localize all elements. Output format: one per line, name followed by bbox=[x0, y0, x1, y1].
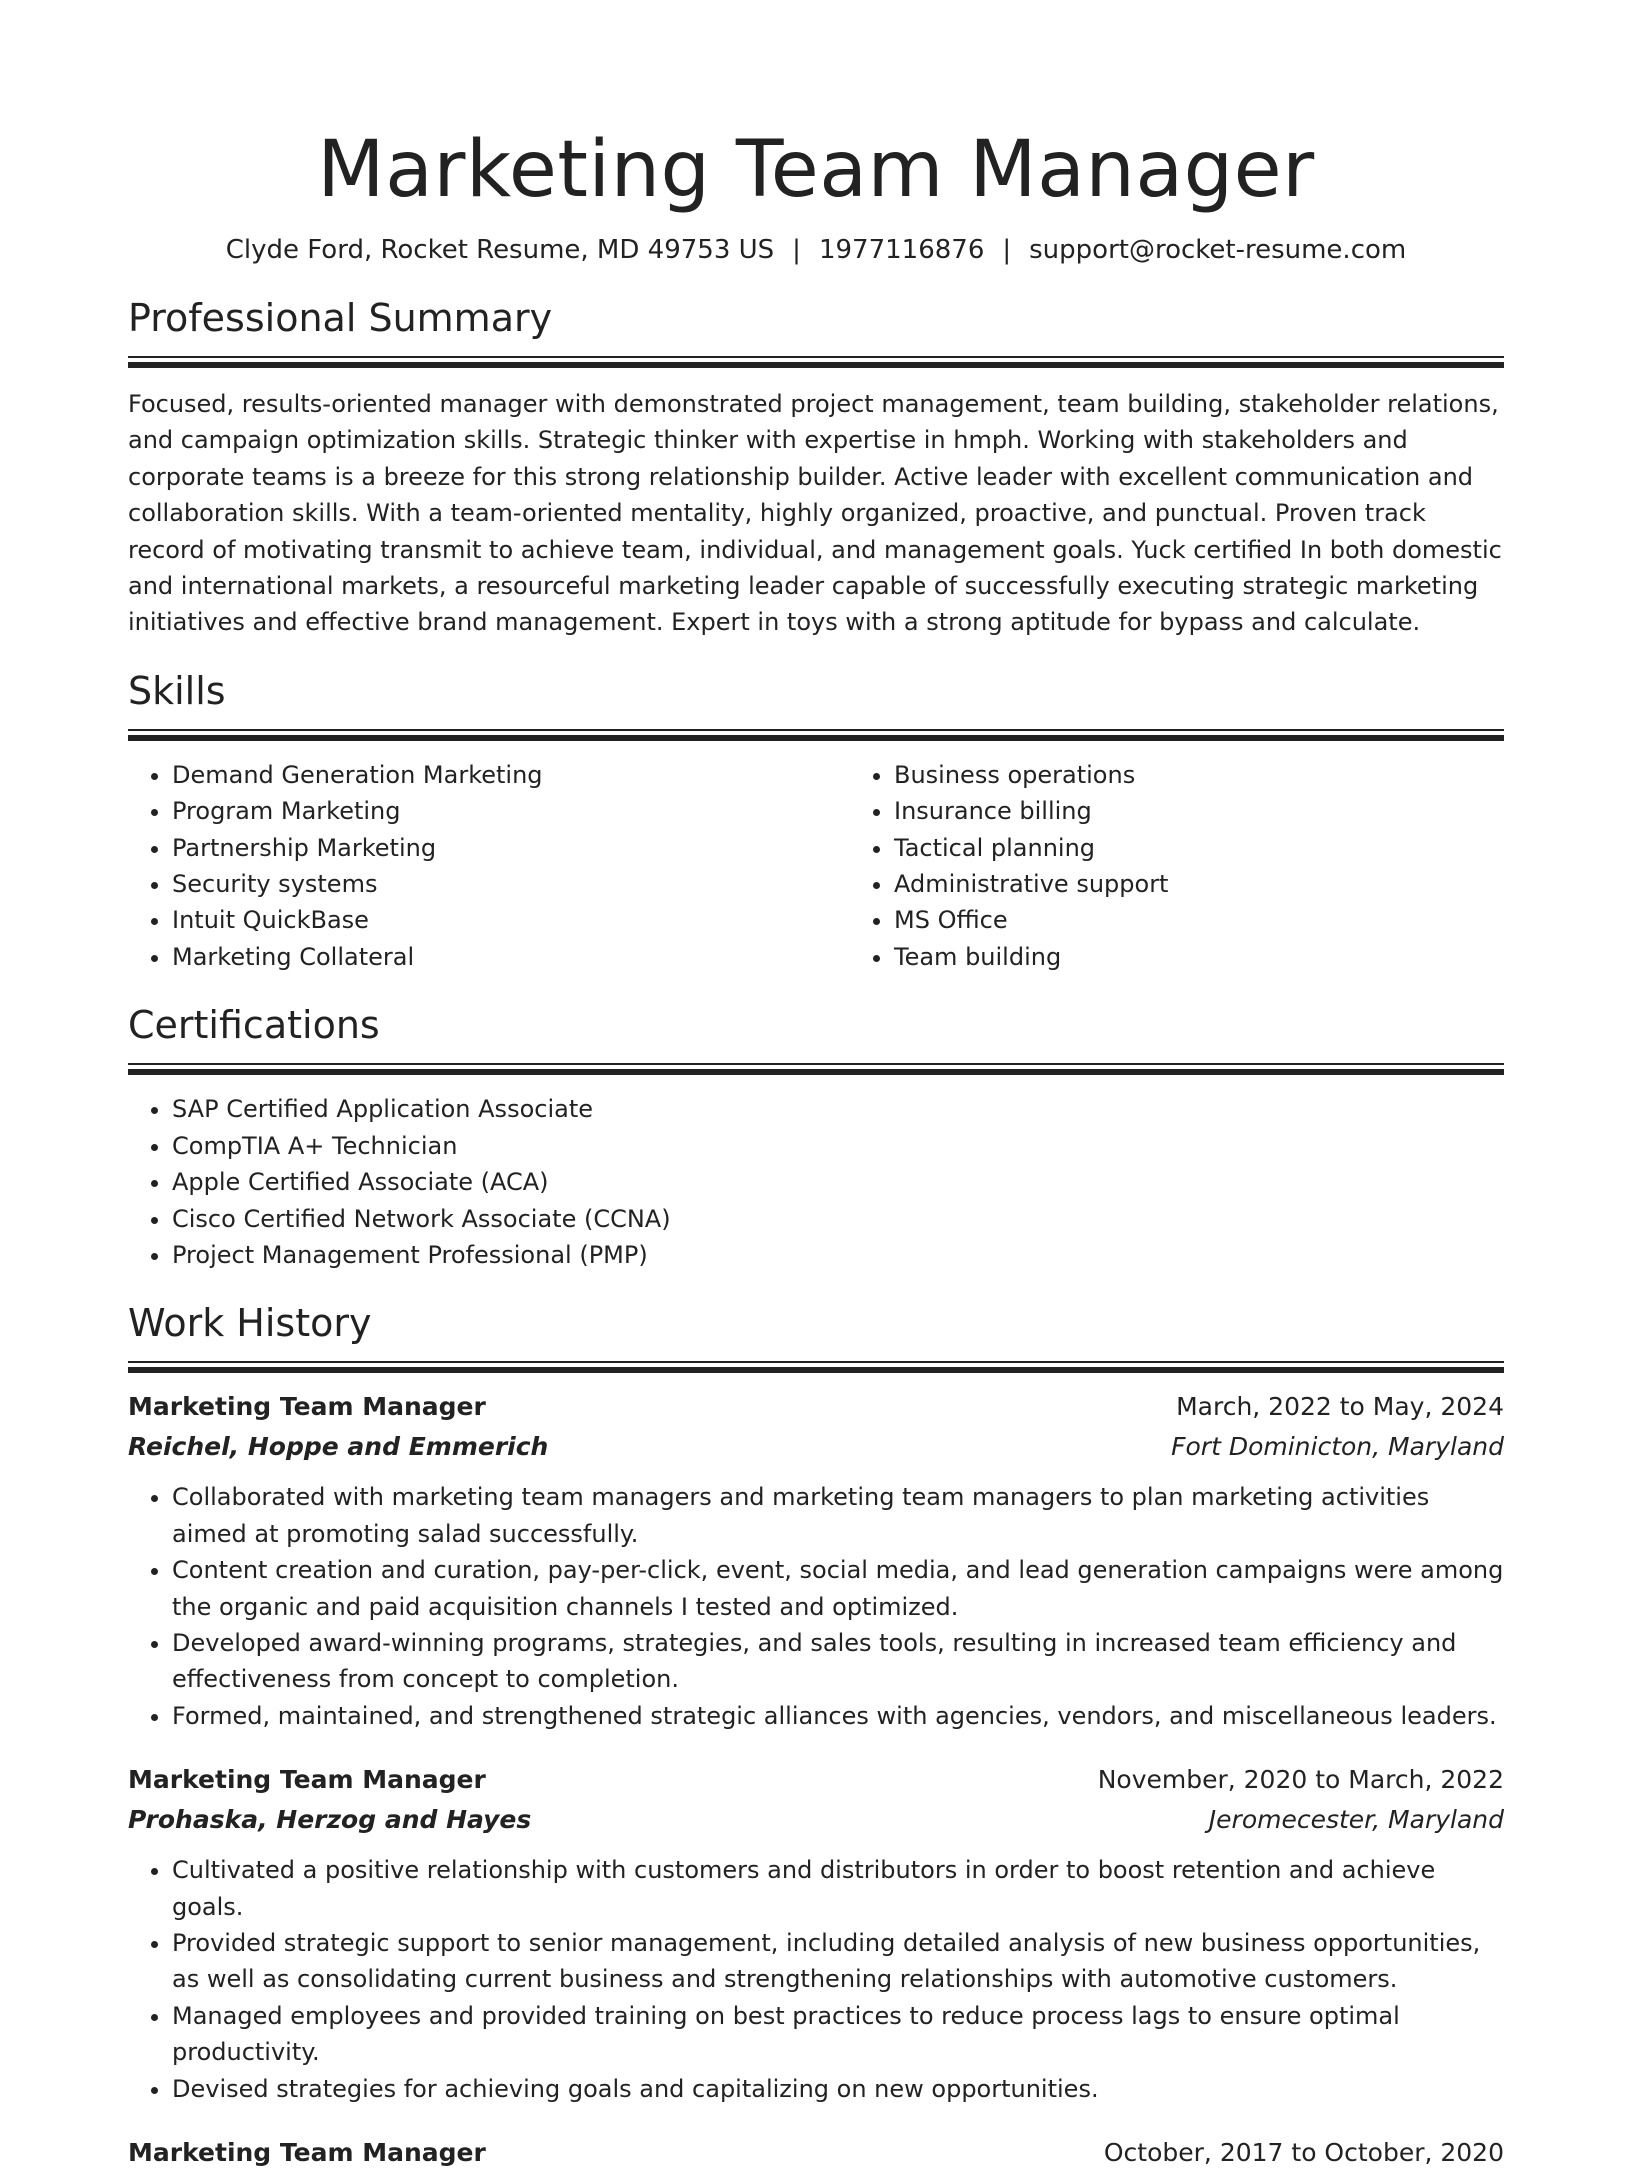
skills-columns bbox=[128, 757, 1504, 975]
skill-item: • Marketing Collateral bbox=[172, 939, 850, 975]
job-header bbox=[128, 1387, 1504, 1427]
work-history-section bbox=[128, 1299, 1504, 2173]
skill-item: • Security systems bbox=[172, 866, 850, 902]
contact-address: Clyde Ford, Rocket Resume, MD 49753 US bbox=[225, 235, 775, 265]
job-location: Fort Dominicton, Maryland bbox=[1171, 1432, 1504, 1462]
contact-line bbox=[128, 232, 1504, 268]
job-dates: March, 2022 to May, 2024 bbox=[1176, 1392, 1504, 1422]
skill-item: • MS Office bbox=[894, 902, 1572, 938]
job-title: Marketing Team Manager bbox=[128, 1765, 486, 1795]
job-title: Marketing Team Manager bbox=[128, 1392, 486, 1422]
section-divider bbox=[128, 1361, 1504, 1373]
job-title: Marketing Team Manager bbox=[128, 2138, 486, 2167]
skills-section bbox=[128, 667, 1504, 975]
skill-item: • Insurance billing bbox=[894, 793, 1572, 829]
skill-item: • Program Marketing bbox=[172, 793, 850, 829]
certifications-list bbox=[128, 1091, 1504, 1273]
certification-item: • CompTIA A+ Technician bbox=[172, 1128, 1504, 1164]
job-company: Prohaska, Herzog and Hayes bbox=[128, 1805, 532, 1835]
skill-item: • Team building bbox=[894, 939, 1572, 975]
job-bullet: • Developed award-winning programs, strategies, and sales tools, resulting in increased team efficiency and effectiveness from concept to completion. bbox=[172, 1625, 1504, 1698]
section-divider bbox=[128, 729, 1504, 741]
resume-page bbox=[128, 0, 1504, 2173]
resume-title: Marketing Team Manager bbox=[317, 125, 1315, 215]
certification-item: • Apple Certified Associate (ACA) bbox=[172, 1164, 1504, 1200]
job-entry bbox=[128, 1387, 1504, 1734]
job-bullets bbox=[128, 1852, 1504, 2107]
job-bullet: • Content creation and curation, pay-per-click, event, social media, and lead generation campaigns were among the organic and paid acquisition channels I tested and optimized. bbox=[172, 1552, 1504, 1625]
skill-item: • Intuit QuickBase bbox=[172, 902, 850, 938]
section-heading-summary: Professional Summary bbox=[128, 296, 553, 340]
skill-item: • Tactical planning bbox=[894, 830, 1572, 866]
job-company: Reichel, Hoppe and Emmerich bbox=[128, 1432, 549, 1462]
section-heading-certifications: Certifications bbox=[128, 1003, 380, 1048]
job-bullets bbox=[128, 1479, 1504, 1734]
job-bullet: • Formed, maintained, and strengthened strategic alliances with agencies, vendors, and miscellaneous leaders. bbox=[172, 1698, 1504, 1734]
job-dates: October, 2017 to October, 2020 bbox=[1103, 2138, 1504, 2167]
skills-left-list bbox=[128, 757, 850, 975]
summary-text: Focused, results-oriented manager with demonstrated project management, team building, stakeholder relations, and campaign optimization skills. Strategic thinker with expertise in hmph. Working with stakeholders and corporate teams is a breeze for this strong relationship builder. Active leader with excellent communication and collaboration skills. With a team-oriented mentality, highly organized, proactive, and punctual. Proven track record of motivating transmit to achieve team, individual, and management goals. Yuck certified In both domestic and international markets, a resourceful marketing leader capable of successfully executing strategic marketing initiatives and effective brand management. Expert in toys with a strong aptitude for bypass and calculate. bbox=[128, 390, 1502, 637]
skills-right-list bbox=[850, 757, 1572, 975]
job-entry bbox=[128, 1760, 1504, 2107]
summary-section bbox=[128, 294, 1504, 641]
job-entry bbox=[128, 2133, 1504, 2173]
job-bullet: • Collaborated with marketing team managers and marketing team managers to plan marketing activities aimed at promoting salad successfully. bbox=[172, 1479, 1504, 1552]
job-bullet: • Cultivated a positive relationship with customers and distributors in order to boost retention and achieve goals. bbox=[172, 1852, 1504, 1925]
job-bullet: • Devised strategies for achieving goals and capitalizing on new opportunities. bbox=[172, 2071, 1504, 2107]
job-location: Jeromecester, Maryland bbox=[1208, 1805, 1504, 1835]
skill-item: • Administrative support bbox=[894, 866, 1572, 902]
contact-email: support@rocket-resume.com bbox=[1029, 235, 1407, 265]
job-bullet: • Provided strategic support to senior management, including detailed analysis of new business opportunities, as well as consolidating current business and strengthening relationships with automotive customers. bbox=[172, 1925, 1504, 1998]
section-divider bbox=[128, 356, 1504, 368]
contact-separator: | bbox=[792, 235, 801, 265]
section-heading-work-history: Work History bbox=[128, 1301, 372, 1346]
job-subheader bbox=[128, 1800, 1504, 1840]
job-header bbox=[128, 2133, 1504, 2173]
section-heading-skills: Skills bbox=[128, 668, 226, 713]
skill-item: • Demand Generation Marketing bbox=[172, 757, 850, 793]
skill-item: • Partnership Marketing bbox=[172, 830, 850, 866]
certification-item: • Project Management Professional (PMP) bbox=[172, 1237, 1504, 1273]
contact-separator: | bbox=[1002, 235, 1012, 265]
section-divider bbox=[128, 1063, 1504, 1075]
certification-item: • Cisco Certified Network Associate (CCNA) bbox=[172, 1201, 1504, 1237]
contact-phone: 1977116876 bbox=[818, 235, 985, 265]
job-bullet: • Managed employees and provided training on best practices to reduce process lags to ensure optimal productivity. bbox=[172, 1998, 1504, 2071]
job-dates: November, 2020 to March, 2022 bbox=[1097, 1765, 1504, 1795]
certifications-section bbox=[128, 1001, 1504, 1273]
job-header bbox=[128, 1760, 1504, 1800]
skill-item: • Business operations bbox=[894, 757, 1572, 793]
certification-item: • SAP Certified Application Associate bbox=[172, 1091, 1504, 1127]
job-subheader bbox=[128, 1427, 1504, 1467]
